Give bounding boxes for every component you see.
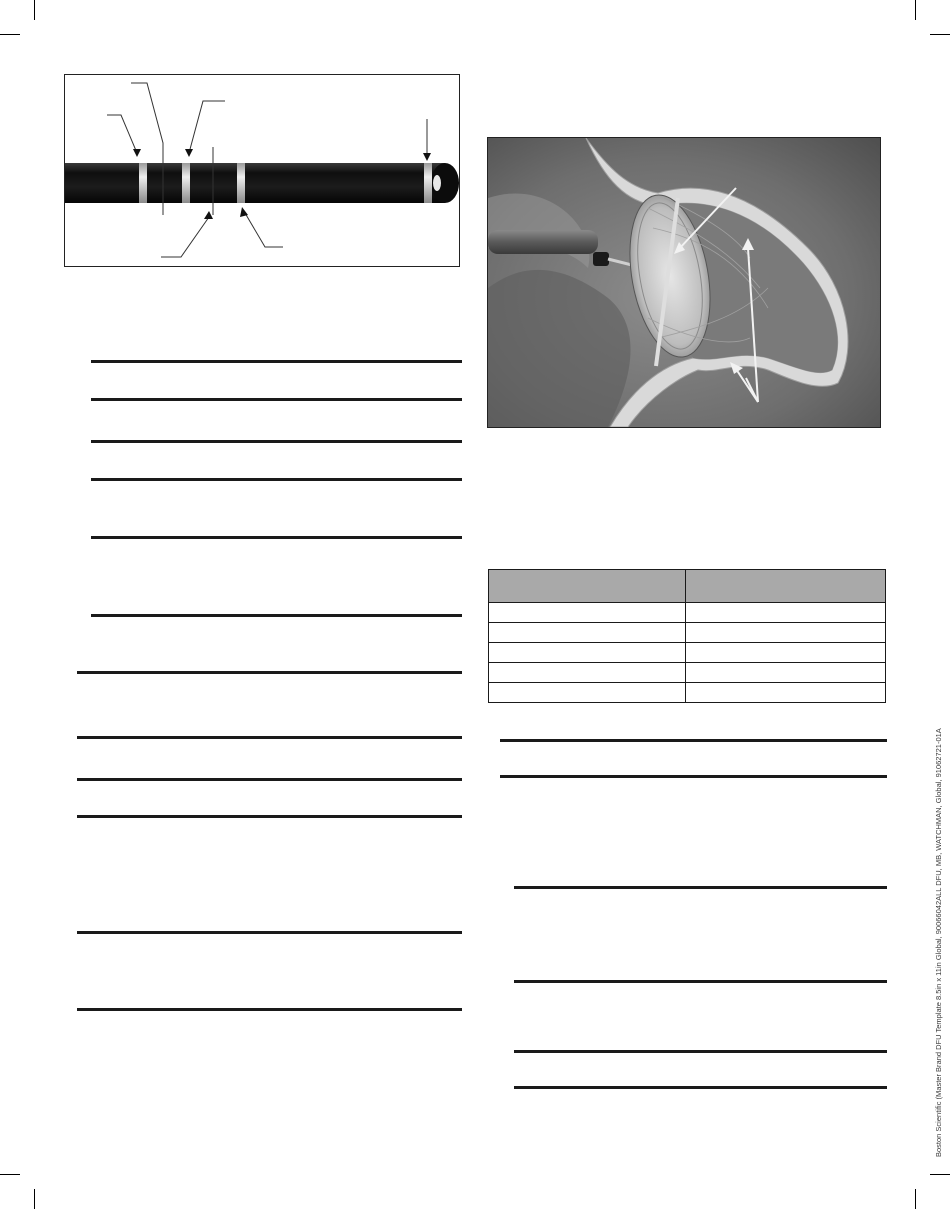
- table-cell: [685, 662, 886, 683]
- section-rule: [91, 360, 462, 363]
- table-header-cell: [488, 569, 686, 603]
- device-figure: [487, 137, 881, 428]
- document-code-sidebar: Boston Scientific (Master Brand DFU Template 8.5in x 11in Global, 90066042ALL DFU, MB, WATCHMAN, Global, 91062721-01A: [934, 728, 943, 1157]
- crop-mark: [0, 1174, 20, 1175]
- crop-mark: [915, 0, 916, 20]
- table-cell: [685, 622, 886, 643]
- section-rule: [514, 886, 887, 889]
- catheter-diagram: [65, 75, 459, 266]
- section-rule: [514, 1050, 887, 1053]
- section-rule: [77, 931, 462, 934]
- section-rule: [500, 739, 887, 742]
- section-rule: [514, 980, 887, 983]
- table-cell: [488, 682, 686, 703]
- section-rule: [91, 398, 462, 401]
- marker-band: [424, 163, 432, 203]
- crop-mark: [915, 1189, 916, 1209]
- section-rule: [77, 1008, 462, 1011]
- marker-band: [139, 163, 147, 203]
- section-rule: [91, 478, 462, 481]
- section-rule: [500, 775, 887, 778]
- marker-band: [182, 163, 190, 203]
- section-rule: [91, 536, 462, 539]
- table-cell: [488, 662, 686, 683]
- catheter-figure: [64, 74, 460, 267]
- table-cell: [488, 602, 686, 623]
- delivery-sheath: [488, 230, 598, 254]
- section-rule: [77, 778, 462, 781]
- section-rule: [91, 614, 462, 617]
- crop-mark: [0, 34, 20, 35]
- section-rule: [91, 440, 462, 443]
- table-cell: [488, 642, 686, 663]
- catheter-shaft: [65, 163, 445, 203]
- section-rule: [77, 671, 462, 674]
- crop-mark: [34, 1189, 35, 1209]
- device-illustration: [488, 138, 880, 427]
- table-cell: [685, 682, 886, 703]
- crop-mark: [930, 34, 950, 35]
- table-cell: [685, 642, 886, 663]
- catheter-lumen: [433, 175, 441, 191]
- marker-band: [237, 163, 245, 203]
- crop-mark: [34, 0, 35, 20]
- table-cell: [488, 622, 686, 643]
- section-rule: [514, 1086, 887, 1089]
- table-header-cell: [685, 569, 886, 603]
- table-cell: [685, 602, 886, 623]
- section-rule: [77, 736, 462, 739]
- crop-mark: [930, 1174, 950, 1175]
- section-rule: [77, 815, 462, 818]
